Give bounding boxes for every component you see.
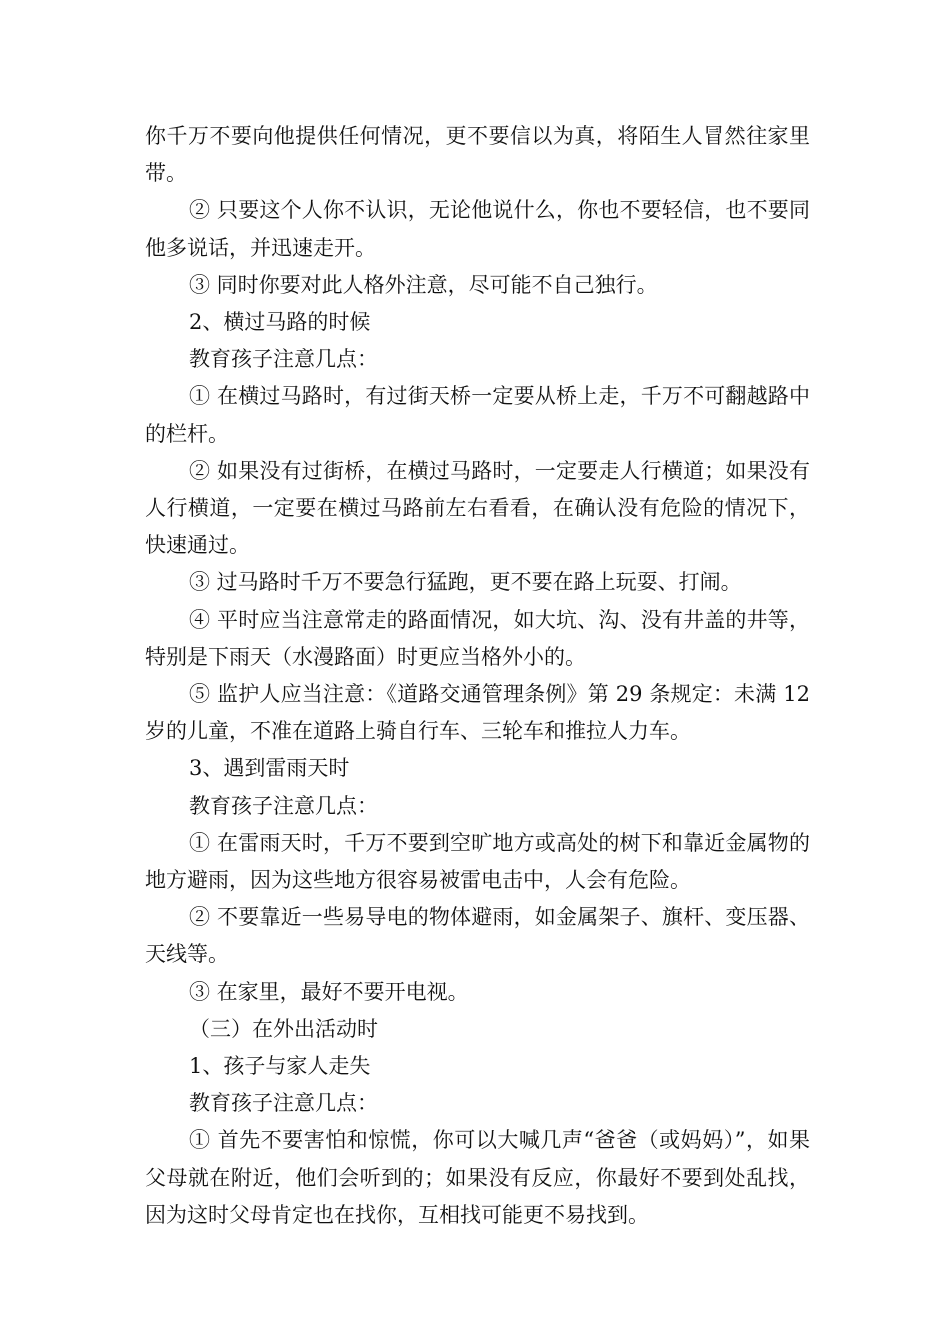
heading-outdoor-activities: （三）在外出活动时	[189, 1016, 378, 1041]
paragraph-thunderstorm-item-3: ③ 在家里，最好不要开电视。	[189, 979, 469, 1004]
paragraph-thunderstorm-item-1: ① 在雷雨天时，千万不要到空旷地方或高处的树下和靠近金属物的地方避雨，因为这些地方很容易被雷电击中，人会有危险。	[145, 830, 810, 893]
document-body	[145, 118, 810, 1234]
paragraph-stranger-item-2: ② 只要这个人你不认识，无论他说什么，你也不要轻信，也不要同他多说话，并迅速走开。	[145, 198, 810, 260]
paragraph-crossing-item-2: ② 如果没有过街桥，在横过马路时，一定要走人行横道；如果没有人行横道，一定要在横过马路前左右看看，在确认没有危险的情况下，快速通过。	[145, 458, 810, 558]
paragraph-intro-crossing: 教育孩子注意几点：	[189, 347, 378, 372]
paragraph-intro-thunderstorm: 教育孩子注意几点：	[189, 793, 378, 818]
heading-crossing-road: 2、横过马路的时候	[189, 310, 371, 335]
heading-lost-child: 1、孩子与家人走失	[189, 1054, 371, 1079]
paragraph-continuation: 你千万不要向他提供任何情况，更不要信以为真，将陌生人冒然往家里带。	[145, 124, 810, 186]
paragraph-crossing-item-4: ④ 平时应当注意常走的路面情况，如大坑、沟、没有井盖的井等，特别是下雨天（水漫路面）时更应当格外小的。	[145, 607, 810, 669]
paragraph-intro-lost: 教育孩子注意几点：	[189, 1091, 378, 1116]
paragraph-stranger-item-3: ③ 同时你要对此人格外注意，尽可能不自己独行。	[189, 272, 658, 297]
heading-thunderstorm: 3、遇到雷雨天时	[189, 756, 350, 781]
paragraph-crossing-item-5: ⑤ 监护人应当注意：《道路交通管理条例》第 29 条规定：未满 12 岁的儿童，不准在道路上骑自行车、三轮车和推拉人力车。	[145, 682, 810, 744]
paragraph-crossing-item-3: ③ 过马路时千万不要急行猛跑，更不要在路上玩耍、打闹。	[189, 570, 742, 595]
paragraph-thunderstorm-item-2: ② 不要靠近一些易导电的物体避雨，如金属架子、旗杆、变压器、天线等。	[145, 905, 810, 967]
paragraph-lost-item-1: ① 首先不要害怕和惊慌，你可以大喊几声“爸爸（或妈妈）”，如果父母就在附近，他们会听到的；如果没有反应，你最好不要到处乱找，因为这时父母肯定也在找你，互相找可能更不易找到。	[145, 1128, 810, 1227]
paragraph-crossing-item-1: ① 在横过马路时，有过街天桥一定要从桥上走，千万不可翻越路中的栏杆。	[145, 384, 810, 446]
